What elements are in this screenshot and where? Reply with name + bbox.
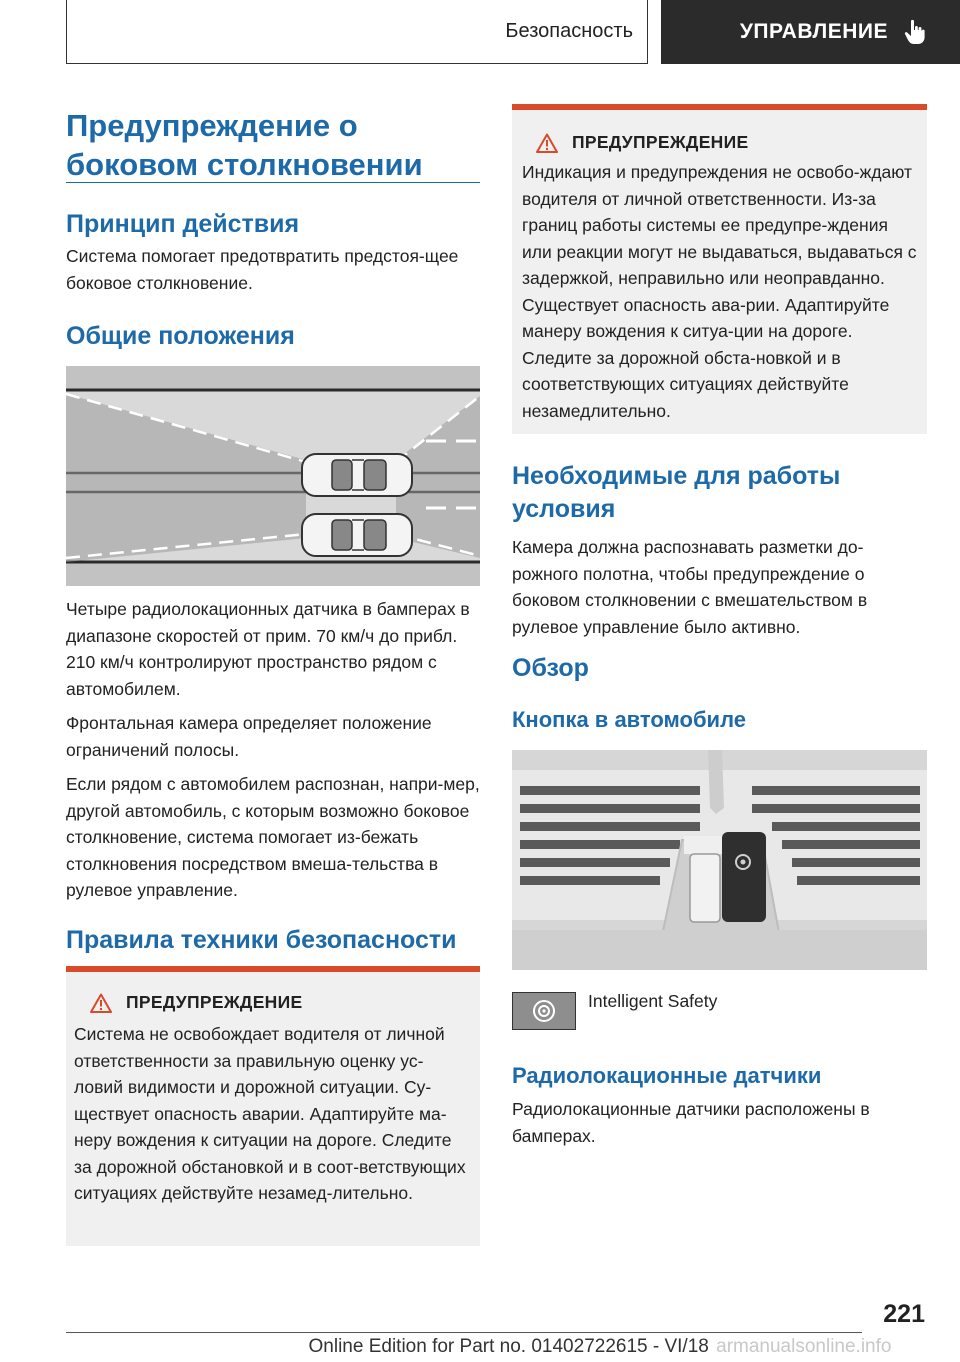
principle-heading: Принцип действия <box>66 210 300 238</box>
radar-heading: Радиолокационные датчики <box>512 1063 822 1088</box>
title-divider <box>66 182 480 183</box>
road-sensor-diagram <box>66 366 480 586</box>
general-paragraph-1: Четыре радиолокационных датчика в бамперах в диапазоне скоростей от прим. 70 км/ч до прибл. 210 км/ч контролируют пространство рядом с автомобилем. <box>66 599 470 699</box>
right-warning-box <box>512 104 927 434</box>
warning-bar <box>66 966 480 972</box>
general-heading: Общие положения <box>66 322 295 350</box>
overview-heading: Обзор <box>512 654 589 682</box>
header-section-title <box>66 0 648 64</box>
intelligent-safety-icon <box>531 998 557 1024</box>
left-column <box>66 106 480 184</box>
warning-title: ПРЕДУПРЕЖДЕНИЕ <box>572 132 749 152</box>
warning-bar <box>512 104 927 110</box>
radar-text: Радиолокационные датчики расположены в бамперах. <box>512 1099 870 1146</box>
general-paragraph-3: Если рядом с автомобилем распознан, напри-мер, другой автомобиль, с которым возможно боковое столкновение, система помогает из-бежать столкновения посредством вмеша-тельства в рулевое управление. <box>66 774 480 900</box>
header-chapter-tab <box>661 0 960 64</box>
requirements-text: Камера должна распознавать разметки до-рожного полотна, чтобы предупреждение о боковом столкновении с вмешательством в рулевое управление было активно. <box>512 537 868 637</box>
road-sensor-illustration <box>66 366 480 586</box>
edition-text: Online Edition for Part no. 01402722615 - VI/18 <box>308 1336 709 1357</box>
principle-text: Система помогает предотвратить предстоя-щее боковое столкновение. <box>66 246 459 293</box>
general-paragraph-2: Фронтальная камера определяет положение ограничений полосы. <box>66 713 432 760</box>
footer-divider <box>66 1332 862 1333</box>
page-number: 221 <box>883 1300 925 1328</box>
warning-text: Система не освобождает водителя от личной ответственности за правильную оценку ус-ловий видимости и дорожной ситуации. Су-ществует опасность аварии. Адаптируйте ма-неру вождения к ситуации на дороге. Следите за дорожной обстановкой и в соот-ветствующих ситуациях действуйте незамед-лительно. <box>74 1024 466 1203</box>
pointing-hand-icon <box>904 19 926 45</box>
site-watermark: armanualsonline.info <box>716 1336 892 1357</box>
warning-triangle-icon <box>536 133 558 153</box>
safety-heading: Правила техники безопасности <box>66 926 457 954</box>
button-heading: Кнопка в автомобиле <box>512 707 746 732</box>
intelligent-safety-label: Intelligent Safety <box>588 991 718 1011</box>
warning-title: ПРЕДУПРЕЖДЕНИЕ <box>126 992 303 1012</box>
chapter-label: УПРАВЛЕНИЕ <box>739 20 888 43</box>
vent-panel-illustration <box>512 750 927 970</box>
page-title: Предупреждение о боковом столкновении <box>66 108 423 182</box>
footer-edition-line <box>0 1336 960 1358</box>
requirements-heading: Необходимые для работы условия <box>512 462 841 523</box>
intelligent-safety-button-icon <box>512 992 576 1030</box>
section-label: Безопасность <box>505 20 633 42</box>
warning-triangle-icon <box>90 993 112 1013</box>
dashboard-button-photo <box>512 750 927 970</box>
left-warning-box <box>66 966 480 1246</box>
warning-text: Индикация и предупреждения не освобо-ждают водителя от личной ответственности. Из-за границ работы системы ее предупре-ждения или реакции могут не выдаваться, выдаваться с задержкой, неправильно или неоправданно. Существует опасность ава-рии. Адаптируйте манеру вождения к ситуа-ции на дороге. Следите за дорожной обста-новкой и в соответствующих ситуациях действуйте незамедлительно. <box>522 162 917 421</box>
